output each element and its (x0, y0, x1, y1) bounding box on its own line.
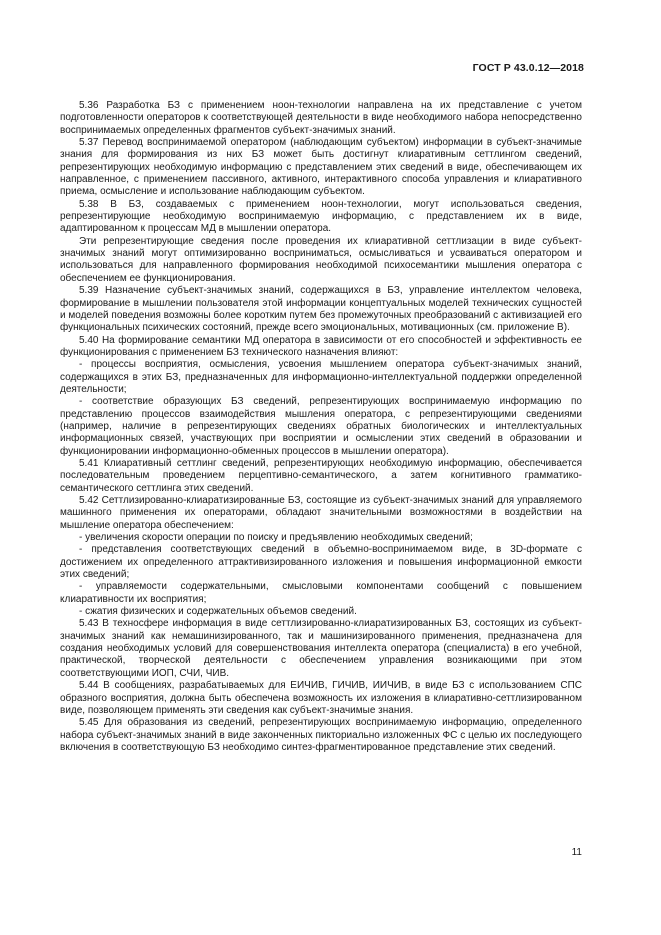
list-item-5-42-a: - увеличения скорости операции по поиску и предъявлению необходимых сведений; (79, 532, 473, 544)
list-item-5-40-b: - соответствие образующих БЗ сведений, репрезентирующих воспринимаемую информацию по представлению процессов взаимодействия мышления оператора, с репрезентирующими сведениями (например, наличие в репрезентирующих сведениях обратных биологических и интеллектуальных информационных связей, участвующих при восприятии и осмыслении этих сведений в образовании и функционировании информационно-обменных процессов в мышлении оператора). (60, 396, 582, 457)
paragraph-5-43: 5.43 В техносфере информация в виде сеттлизированно-клиаратизированных БЗ, состоящих из субъект-значимых знаний как немашинизированного, так и машинизированного применения, предназначена для создания необходимых условий для совершенствования интеллекта оператора (специалиста) в его учебной, практической, творческой деятельности с обеспечением управления возникающими при этом соответствующими ИОП, СЧИ, ЧИВ. (60, 618, 582, 679)
paragraph-5-38: 5.38 В БЗ, создаваемых с применением ноон-технологии, могут использоваться сведения, репрезентирующие необходимую воспринимаемую информацию, с представлением их в виде, адаптированном к процессам МД в мышлении оператора. (60, 198, 582, 235)
list-item-5-42-c: - управляемости содержательными, смысловыми компонентами сообщений с повышением клиаративности их восприятия; (60, 581, 582, 605)
paragraph-5-40: 5.40 На формирование семантики МД оператора в зависимости от его способностей и эффективность ее функционирования с применением БЗ технического назначения влияют: (60, 334, 582, 358)
page-number: 11 (571, 847, 582, 858)
paragraph-5-41: 5.41 Клиаративный сеттлинг сведений, репрезентирующих необходимую информацию, обеспечивается последовательным проведением перцептивно-семантического, а затем когнитивного грамматико-семантического сеттлинга этих сведений. (60, 457, 582, 494)
paragraph-5-36: 5.36 Разработка БЗ с применением ноон-технологии направлена на их представление с учетом подготовленности операторов к соответствующей деятельности в виде необходимого набора непосредственно воспринимаемых определенных фрагментов субъект-значимых знаний. (60, 100, 582, 136)
paragraph-5-39: 5.39 Назначение субъект-значимых знаний, содержащихся в БЗ, управление интеллектом человека, формирование в мышлении пользователя этой информации концептуальных моделей технических сущностей и моделей поведения возможны более коротким путем без промежуточных преобразований с активизацией его функциональных психических состояний, прежде всего эмоциональных, мотивационных (см. приложение В). (60, 285, 582, 334)
paragraph-5-37: 5.37 Перевод воспринимаемой оператором (наблюдающим субъектом) информации в субъект-значимые знания для формирования из них БЗ может быть достигнут клиаративным сеттлингом сведений, репрезентирующих необходимую информацию с представлением этих сведений в виде, обеспечивающем их направленное, с применением пассивного, активного, интерактивного способа управления и клиаративного приема, осмысление и использование наблюдающим субъектом. (60, 137, 582, 198)
document-body (60, 100, 582, 754)
document-header-standard: ГОСТ Р 43.0.12—2018 (472, 62, 584, 74)
paragraph-5-38-continued: Эти репрезентирующие сведения после проведения их клиаративной сеттлизации в виде субъект-значимых знаний могут оптимизированно восприниматься, осмысливаться и усваиваться оператором и использоваться для направленного формирования необходимой психосемантики мышления оператора с обеспечением ее функционирования. (60, 235, 582, 284)
list-item-5-42-d: - сжатия физических и содержательных объемов сведений. (79, 606, 357, 618)
list-item-5-40-a: - процессы восприятия, осмысления, усвоения мышлением оператора субъект-значимых знаний, содержащихся в этих БЗ, предназначенных для информационно-интеллектуальной поддержки определенной деятельности; (60, 359, 582, 395)
paragraph-5-44: 5.44 В сообщениях, разрабатываемых для ЕИЧИВ, ГИЧИВ, ИИЧИВ, в виде БЗ с использованием СПС образного восприятия, должна быть обеспечена возможность их изложения в клиаративно-сеттлизированном виде, позволяющем применять эти сведения как субъект-значимые знания. (60, 680, 582, 716)
paragraph-5-42: 5.42 Сеттлизированно-клиаратизированные БЗ, состоящие из субъект-значимых знаний для управляемого машинного применения их операторами, обладают значительными возможностями в воздействии на мышление оператора обеспечением: (60, 495, 582, 531)
list-item-5-42-b: - представления соответствующих сведений в объемно-воспринимаемом виде, в 3D-формате с достижением их определенного аттрактивизированного изложения и повышения информационной емкости этих сведений; (60, 544, 582, 581)
paragraph-5-45: 5.45 Для образования из сведений, репрезентирующих воспринимаемую информацию, определенного набора субъект-значимых знаний в виде законченных пикториально изложенных ФС с целью их последующего включения в соответствующую БЗ необходимо синтез-фрагментированное представление этих сведений. (60, 717, 582, 753)
